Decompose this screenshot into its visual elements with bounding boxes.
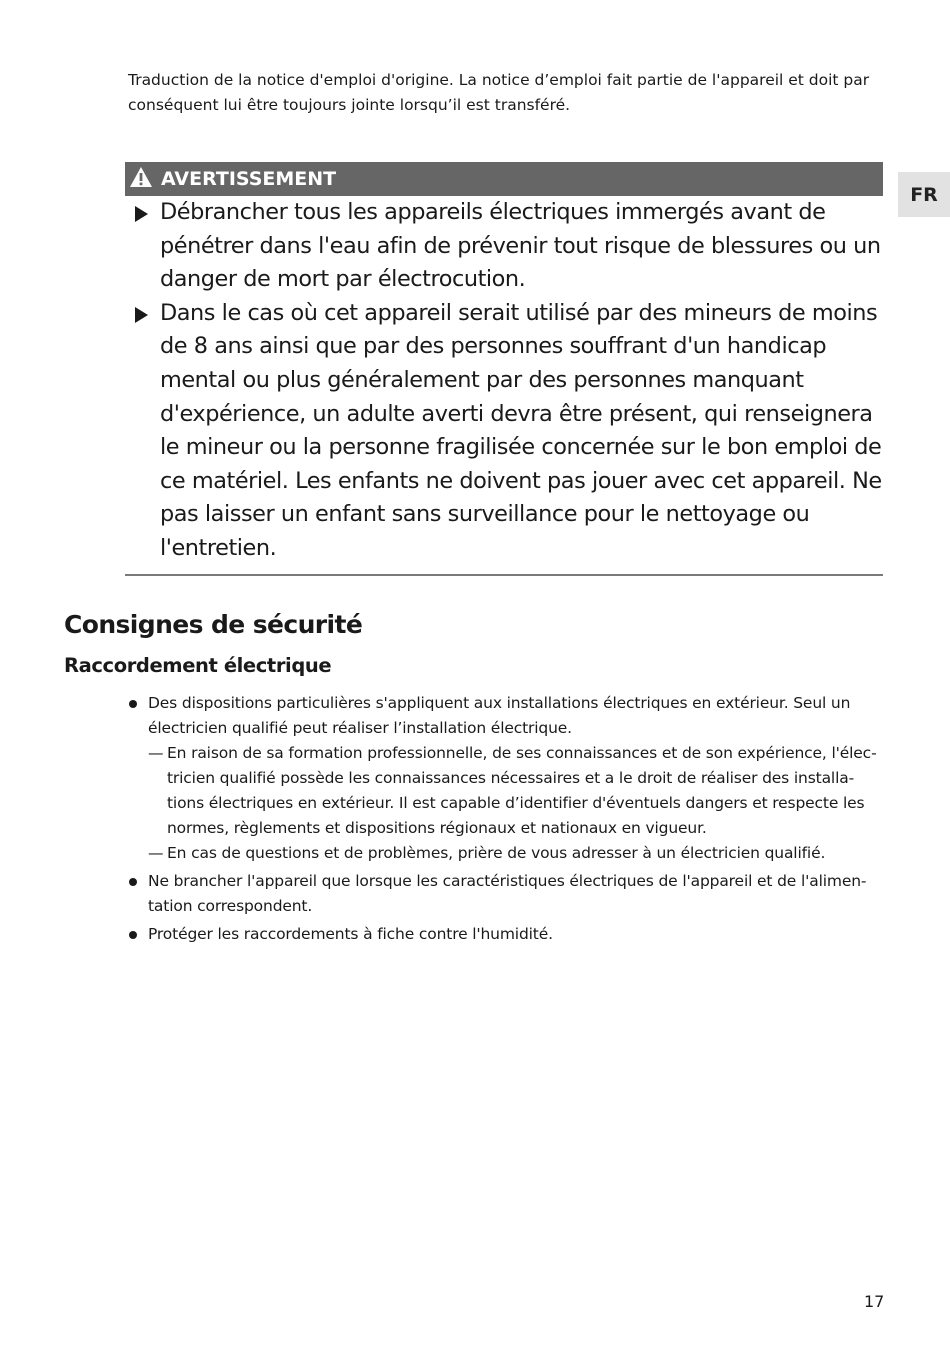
page-number: 17 xyxy=(864,1292,885,1311)
warning-header xyxy=(125,162,883,196)
triangle-bullet-icon xyxy=(135,206,148,222)
warning-title: AVERTISSEMENT xyxy=(161,168,337,190)
list-item xyxy=(128,869,878,919)
warning-item-text: Dans le cas où cet appareil serait utilisé par des mineurs de moins de 8 ans ainsi que par des personnes souffrant d'un handicap mental ou plus généralement par des personnes manquant d'expérience, un adulte averti devra être présent, qui renseignera le mineur ou la personne fragilisée concernée sur le bon emploi de ce matériel. Les enfants ne doivent pas jouer avec cet appareil. Ne pas laisser un enfant sans surveillance pour le nettoyage ou l'entretien. xyxy=(160,299,882,561)
bullet-dot-icon xyxy=(129,700,137,708)
section-title: Consignes de sécurité xyxy=(64,610,363,639)
sub-list-item-text: En raison de sa formation professionnelle, de ses connaissances et de son expérience, l'électricien qualifié possède les connaissances nécessaires et a le droit de réaliser des installations électriques en extérieur. Il est capable d’identifier d'éventuels dangers et respecte les normes, règlements et dispositions régionaux et nationaux en vigueur. xyxy=(167,744,877,837)
warning-box xyxy=(125,162,883,576)
dash-bullet: — xyxy=(148,744,164,762)
intro-text: Traduction de la notice d'emploi d'origine. La notice d’emploi fait partie de l'appareil et doit par conséquent lui être toujours jointe lorsqu’il est transféré. xyxy=(128,71,870,114)
warning-item xyxy=(125,196,883,297)
triangle-bullet-icon xyxy=(135,307,148,323)
safety-list xyxy=(128,691,878,950)
sub-list-item xyxy=(148,841,878,866)
sub-list-item-text: En cas de questions et de problèmes, prière de vous adresser à un électricien qualifié. xyxy=(167,844,826,862)
warning-list xyxy=(125,196,883,566)
sub-list-item xyxy=(148,741,878,841)
subsection-title: Raccordement électrique xyxy=(64,654,332,677)
list-item-text: Des dispositions particulières s'appliquent aux installations électriques en extérieur. Seul un électricien qualifié peut réaliser l’installation électrique. xyxy=(148,694,851,737)
bullet-dot-icon xyxy=(129,931,137,939)
list-item-text: Ne brancher l'appareil que lorsque les caractéristiques électriques de l'appareil et de l'alimentation correspondent. xyxy=(148,872,867,915)
list-item xyxy=(128,691,878,866)
list-item xyxy=(128,922,878,947)
bullet-dot-icon xyxy=(129,878,137,886)
language-tab: FR xyxy=(898,172,950,217)
list-item-text: Protéger les raccordements à fiche contre l'humidité. xyxy=(148,925,553,943)
warning-triangle-icon xyxy=(129,166,161,193)
dash-bullet: — xyxy=(148,844,164,862)
sub-list xyxy=(148,741,878,866)
warning-item-text: Débrancher tous les appareils électriques immergés avant de pénétrer dans l'eau afin de prévenir tout risque de blessures ou un danger de mort par électrocution. xyxy=(160,199,881,293)
warning-item xyxy=(125,297,883,566)
